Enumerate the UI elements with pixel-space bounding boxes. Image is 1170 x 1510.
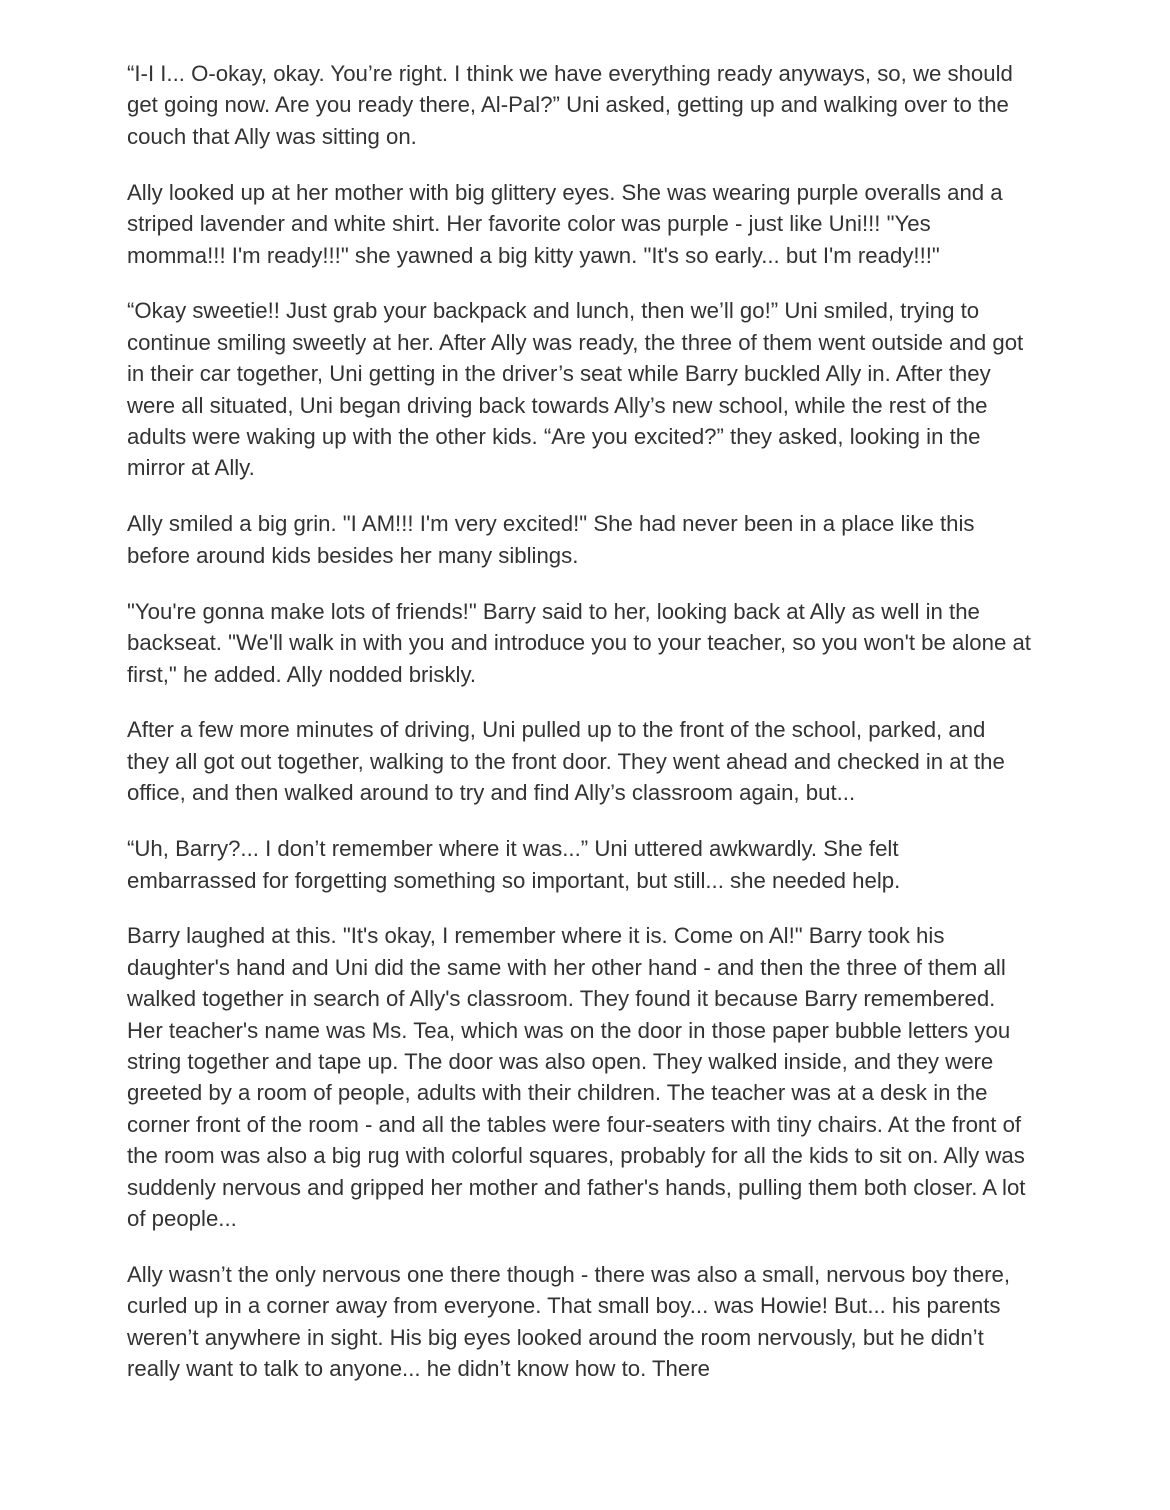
paragraph-4: Ally smiled a big grin. "I AM!!! I'm very excited!" She had never been in a place like this before around kids besides her many siblings. bbox=[127, 511, 975, 568]
story-text bbox=[127, 58, 1032, 1409]
paragraph-1: “I-I I... O-okay, okay. You’re right. I think we have everything ready anyways, so, we should get going now. Are you ready there, Al-Pal?” Uni asked, getting up and walking over to the couch that Ally was sitting on. bbox=[127, 61, 1013, 149]
paragraph-7: “Uh, Barry?... I don’t remember where it was...” Uni uttered awkwardly. She felt embarrassed for forgetting something so important, but still... she needed help. bbox=[127, 836, 901, 893]
paragraph-8: Barry laughed at this. "It's okay, I remember where it is. Come on Al!" Barry took his daughter's hand and Uni did the same with her other hand - and then the three of them all walked together in search of Ally's classroom. They found it because Barry remembered. Her teacher's name was Ms. Tea, which was on the door in those paper bubble letters you string together and tape up. The door was also open. They walked inside, and they were greeted by a room of people, adults with their children. The teacher was at a desk in the corner front of the room - and all the tables were four-seaters with tiny chairs. At the front of the room was also a big rug with colorful squares, probably for all the kids to sit on. Ally was suddenly nervous and gripped her mother and father's hands, pulling them both closer. A lot of people... bbox=[127, 923, 1026, 1232]
paragraph-2: Ally looked up at her mother with big glittery eyes. She was wearing purple overalls and a striped lavender and white shirt. Her favorite color was purple - just like Uni!!! "Yes momma!!! I'm ready!!!" she yawned a big kitty yawn. "It's so early... but I'm ready!!!" bbox=[127, 179, 1003, 268]
paragraph-5: "You're gonna make lots of friends!" Barry said to her, looking back at Ally as well in the backseat. "We'll walk in with you and introduce you to your teacher, so you won't be alone at first," he added. Ally nodded briskly. bbox=[127, 598, 1031, 687]
paragraph-9: Ally wasn’t the only nervous one there though - there was also a small, nervous boy there, curled up in a corner away from everyone. That small boy... was Howie! But... his parents weren’t anywhere in sight. His big eyes looked around the room nervously, but he didn’t really want to talk to anyone... he didn’t know how to. There bbox=[127, 1262, 1011, 1382]
paragraph-3: “Okay sweetie!! Just grab your backpack and lunch, then we’ll go!” Uni smiled, trying to continue smiling sweetly at her. After Ally was ready, the three of them went outside and got in their car together, Uni getting in the driver’s seat while Barry buckled Ally in. After they were all situated, Uni began driving back towards Ally’s new school, while the rest of the adults were waking up with the other kids. “Are you excited?” they asked, looking in the mirror at Ally. bbox=[127, 298, 1024, 481]
paragraph-6: After a few more minutes of driving, Uni pulled up to the front of the school, parked, and they all got out together, walking to the front door. They went ahead and checked in at the office, and then walked around to try and find Ally’s classroom again, but... bbox=[127, 717, 1005, 806]
